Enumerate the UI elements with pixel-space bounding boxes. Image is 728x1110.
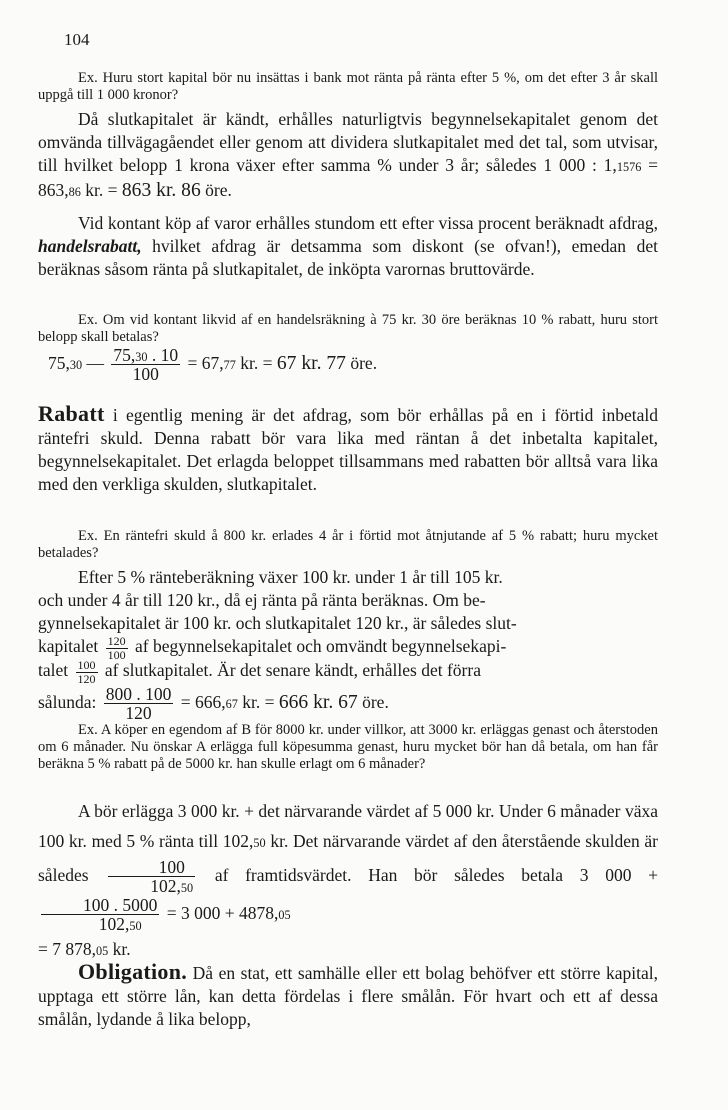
example-3-fraction-1-denominator: 100 xyxy=(107,647,126,662)
example-2-fraction xyxy=(111,346,180,384)
example-3-line-4-a: kapitalet xyxy=(38,636,99,657)
example-3-line-4 xyxy=(38,634,658,662)
example-3-line-5-b: af slutkapitalet. Är det senare kändt, erhålles det förra xyxy=(104,660,481,681)
example-2-minus: — xyxy=(82,352,109,373)
example-2-result: 67 kr. 77 xyxy=(276,352,346,374)
example-4-total: = 7 878, xyxy=(38,938,96,959)
example-4-text-1-decimals: 50 xyxy=(253,836,266,850)
example-1-answer-text: Då slutkapitalet är kändt, erhålles naturligtvis begynnelsekapitalet genom det omvända tillvägagåendet eller genom att dividera slutkapitalet med det tal, som utvisar, till hvilket belopp 1 krona växer efter samma % under 3 år; således 1 000 : 1, xyxy=(38,109,658,175)
example-3-fraction-1-numerator: 120 xyxy=(107,634,126,648)
example-3-line-6-c: kr. = xyxy=(237,691,279,712)
obligation-heading: Obligation. xyxy=(78,959,188,984)
example-4-question: Ex. A köper en egendom af B för 8000 kr. under villkor, att 3000 kr. erläggas genast och återstoden om 6 månader. Nu önskar A erlägga full köpesumma genast, huru mycket bör han då betala, om han får beräkna 5 % rabatt på de 5000 kr. han skulle erlagt om 6 månader? xyxy=(38,722,658,772)
example-2-question: Ex. Om vid kontant likvid af en handelsräkning à 75 kr. 30 öre beräknas 10 % rabatt, huru stort belopp skall betalas? xyxy=(38,312,658,345)
obligation-text: Då en stat, ett samhälle eller ett bolag behöfver ett större kapital, upptaga ett större lån, kan detta fördelas i flere smålån. För hvart och ett af dessa smålån, lydande å lika belopp, xyxy=(38,963,658,1029)
example-3-fraction-2-denominator: 120 xyxy=(77,671,96,686)
example-2-num-a: 75, xyxy=(113,345,136,365)
handelsrabatt-text-before: Vid kontant köp af varor erhålles stundom ett efter vissa procent beräknadt afdrag, xyxy=(78,213,658,233)
example-4-text-4: = 3 000 + 4878, xyxy=(162,902,279,923)
example-4-total-decimals: 05 xyxy=(96,943,109,958)
example-3-line-3: gynnelsekapitalet är 100 kr. och slutkapitalet 120 kr., är således slut- xyxy=(38,613,517,633)
example-1-equation-decimals: 86 xyxy=(68,185,81,199)
example-3-line-6 xyxy=(38,684,658,724)
example-1-result: 863 kr. 86 xyxy=(121,180,201,201)
example-3-line-5-a: talet xyxy=(38,660,69,681)
example-1-divisor-decimals: 1576 xyxy=(616,160,642,174)
example-2-num-sub: 30 xyxy=(135,350,148,364)
example-3-line-2: och under 4 år till 120 kr., då ej ränta på ränta beräknas. Om be- xyxy=(38,590,486,610)
example-1-result-unit: öre. xyxy=(200,180,232,200)
example-4-text-4-decimals: 05 xyxy=(278,907,291,922)
book-page xyxy=(38,0,658,1110)
page-number: 104 xyxy=(64,30,90,49)
rabatt-paragraph xyxy=(38,402,658,496)
example-4-fraction-2-den-sub: 50 xyxy=(129,919,142,934)
handelsrabatt-term: handelsrabatt, xyxy=(38,236,142,256)
example-3-line-1: Efter 5 % ränteberäkning växer 100 kr. under 1 år till 105 kr. xyxy=(78,567,503,587)
example-4-fraction-2-den-a: 102, xyxy=(98,914,130,935)
handelsrabatt-paragraph xyxy=(38,212,658,281)
example-3-fraction-3 xyxy=(104,685,174,723)
example-4-fraction-1-numerator: 100 xyxy=(108,858,195,877)
example-2-calculation xyxy=(48,346,377,384)
example-4-text-1: A bör erlägga 3 000 kr. + det närvarande värdet af 5 000 kr. Under 6 månader växa 100 kr. med 5 % ränta till 102, xyxy=(38,801,658,851)
example-3-line-5 xyxy=(38,658,658,686)
example-4-fraction-2-denominator xyxy=(41,915,159,933)
example-4-fraction-2 xyxy=(41,896,159,934)
example-2-num-b: . 10 xyxy=(147,345,179,365)
example-4-text-3: af framtidsvärdet. Han bör således betala 3 000 + xyxy=(198,864,659,885)
example-3-line-6-a: sålunda: xyxy=(38,691,97,712)
example-3-answer xyxy=(38,566,658,724)
example-3-question: Ex. En räntefri skuld å 800 kr. erlades 4 år i förtid mot åtnjutande af 5 % rabatt; huru mycket betalades? xyxy=(38,528,658,561)
rabatt-heading: Rabatt xyxy=(38,401,105,426)
example-2-lhs-decimals: 30 xyxy=(69,357,83,372)
handelsrabatt-text-after: hvilket afdrag är detsamma som diskont (se ofvan!), emedan det beräknas såsom ränta på slutkapitalet, de inköpta varornas bruttovärde. xyxy=(38,236,658,279)
example-3-fraction-2 xyxy=(76,659,98,685)
example-2-eq: = 67, xyxy=(183,352,224,373)
example-4-fraction-2-numerator: 100 . 5000 xyxy=(41,896,159,915)
example-4-total-unit: kr. xyxy=(108,938,131,959)
example-1-question: Ex. Huru stort kapital bör nu insättas i bank mot ränta på ränta efter 5 %, om det efter 3 år skall uppgå till 1 000 kronor? xyxy=(38,70,658,103)
example-2-fraction-denominator: 100 xyxy=(132,364,159,385)
obligation-paragraph xyxy=(38,960,658,1031)
example-3-result: 666 kr. 67 xyxy=(278,691,358,713)
example-1-equation: = 863, xyxy=(38,155,658,200)
example-3-fraction-2-numerator: 100 xyxy=(77,658,96,672)
example-4-fraction-1-denominator xyxy=(108,877,195,895)
example-3-fraction-1 xyxy=(106,635,128,661)
example-2-eq-unit: kr. = xyxy=(235,352,277,373)
example-4-answer xyxy=(38,796,658,966)
example-3-line-6-d: öre. xyxy=(357,691,389,712)
example-4-fraction-1-den-a: 102, xyxy=(150,876,181,897)
example-2-fraction-numerator xyxy=(111,346,180,365)
example-3-line-6-decimals: 67 xyxy=(225,696,238,711)
example-2-lhs: 75, xyxy=(48,352,70,373)
example-3-fraction-3-numerator: 800 . 100 xyxy=(105,684,172,704)
example-3-line-6-b: = 666, xyxy=(176,691,226,712)
example-3-fraction-3-denominator: 120 xyxy=(125,703,152,724)
example-4-fraction-1 xyxy=(108,858,195,896)
rabatt-text: i egentlig mening är det afdrag, som bör erhållas på en i förtid inbetald räntefri skuld. Denna rabatt bör vara lika med räntan å det inbetalta kapitalet, begynnelsekapitalet. Det erlagda beloppet tillsammans med rabatten bör alltså vara lika med den verkliga skulden, slutkapitalet. xyxy=(38,405,658,494)
example-4-fraction-1-den-sub: 50 xyxy=(180,881,194,896)
example-2-result-unit: öre. xyxy=(345,352,378,373)
example-1-answer xyxy=(38,108,658,204)
example-4-text-2: kr. Det närvarande värdet af den återstående skulden är således xyxy=(38,831,658,885)
example-1-equation-unit: kr. = xyxy=(80,180,122,200)
example-2-eq-decimals: 77 xyxy=(223,357,236,372)
example-3-line-4-b: af begynnelsekapitalet och omvändt begynnelsekapi- xyxy=(135,636,507,657)
